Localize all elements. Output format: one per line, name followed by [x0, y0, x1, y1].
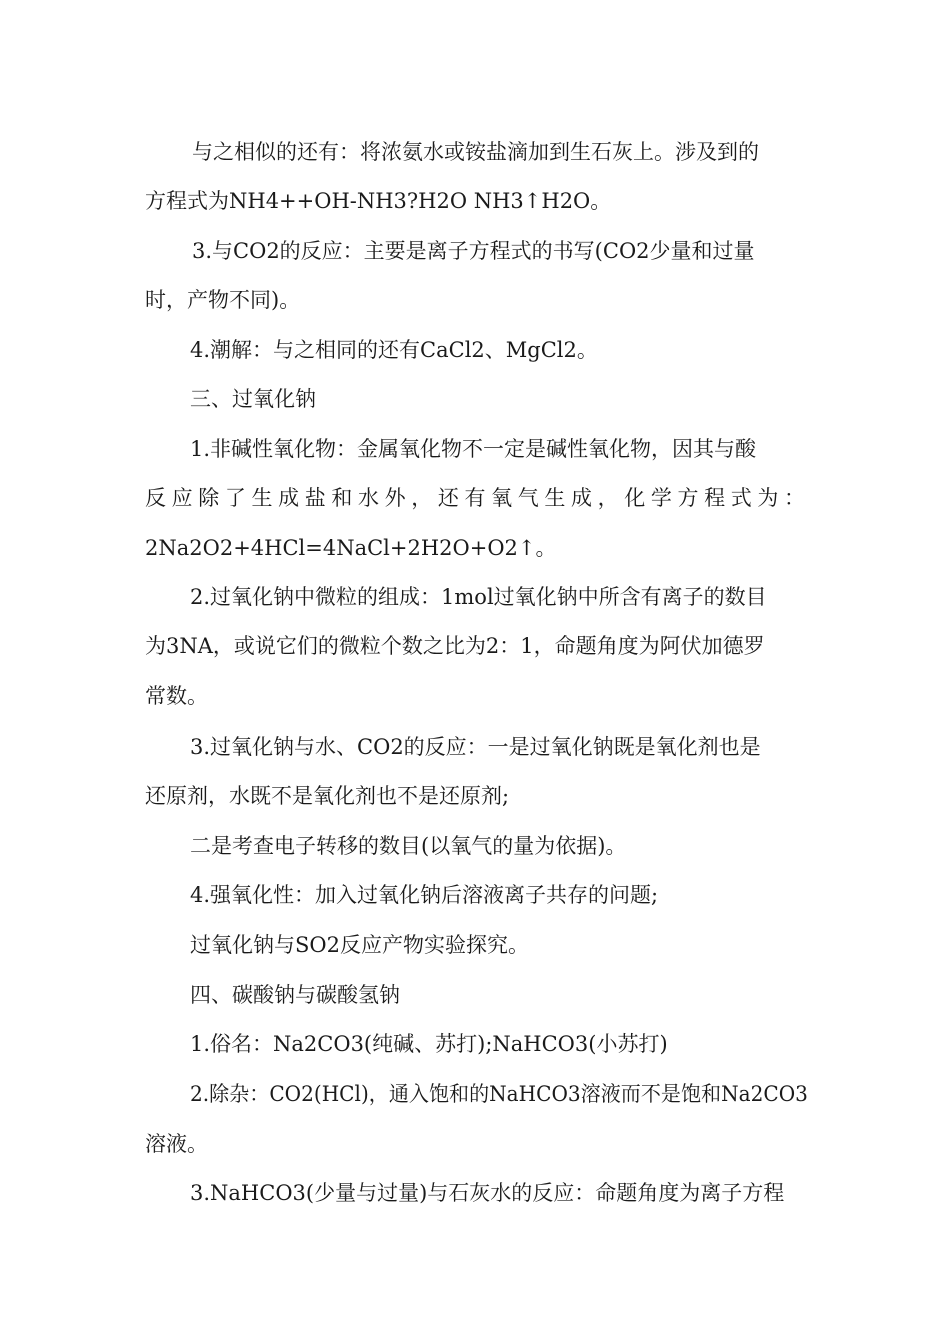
justified-char: 式	[730, 486, 752, 510]
text-line: 时，产物不同)。	[145, 288, 301, 312]
justified-char: 生	[544, 486, 566, 510]
justified-char: 为	[757, 486, 779, 510]
text-line: 为3NA，或说它们的微粒个数之比为2：1，命题角度为阿伏加德罗	[145, 634, 765, 658]
justified-char: 和	[331, 486, 353, 510]
justified-char: 气	[517, 486, 539, 510]
justified-char: 应	[171, 486, 193, 510]
justified-char: 了	[224, 486, 246, 510]
text-line: 3.过氧化钠与水、CO2的反应：一是过氧化钠既是氧化剂也是	[190, 735, 761, 759]
text-line: 2.除杂：CO2(HCl)，通入饱和的NaHCO3溶液而不是饱和Na2CO3	[190, 1082, 808, 1106]
text-line: 2Na2O2+4HCl=4NaCl+2H2O+O2↑。	[145, 536, 557, 560]
justified-char: 除	[198, 486, 220, 510]
justified-char: 反	[145, 486, 166, 510]
justified-char: 有	[464, 486, 486, 510]
justified-char: 成	[278, 486, 300, 510]
justified-char: ，	[597, 486, 619, 510]
justified-char: 成	[571, 486, 592, 510]
section-heading: 四、碳酸钠与碳酸氢钠	[190, 983, 400, 1007]
justified-char: 盐	[304, 486, 326, 510]
justified-char: 还	[437, 486, 459, 510]
text-line: 与之相似的还有：将浓氨水或铵盐滴加到生石灰上。涉及到的	[192, 140, 759, 164]
text-line: 还原剂，水既不是氧化剂也不是还原剂;	[145, 784, 510, 808]
text-line: 4.潮解：与之相同的还有CaCl2、MgCl2。	[190, 338, 598, 362]
justified-char: 生	[251, 486, 273, 510]
text-line: 1.非碱性氧化物：金属氧化物不一定是碱性氧化物，因其与酸	[190, 437, 757, 461]
justified-char: 外	[384, 486, 406, 510]
text-line: 过氧化钠与SO2反应产物实验探究。	[190, 933, 529, 957]
section-heading: 三、过氧化钠	[190, 387, 316, 411]
justified-char: 学	[650, 486, 672, 510]
justified-char: 氧	[491, 486, 513, 510]
justified-char: ：	[784, 486, 805, 510]
text-line: 3.与CO2的反应：主要是离子方程式的书写(CO2少量和过量	[192, 239, 755, 263]
justified-char: 化	[624, 486, 646, 510]
text-line-justified	[145, 485, 805, 511]
justified-char: 水	[358, 486, 379, 510]
text-line: 3.NaHCO3(少量与过量)与石灰水的反应：命题角度为离子方程	[190, 1181, 785, 1205]
justified-char: ，	[411, 486, 433, 510]
text-line: 二是考查电子转移的数目(以氧气的量为依据)。	[190, 834, 627, 858]
text-line: 常数。	[145, 684, 208, 708]
text-line: 2.过氧化钠中微粒的组成：1mol过氧化钠中所含有离子的数目	[190, 585, 767, 609]
justified-char: 程	[704, 486, 726, 510]
text-line: 溶液。	[145, 1132, 208, 1156]
text-line: 方程式为NH4++OH-NH3?H2O NH3↑H2O。	[145, 189, 612, 213]
justified-char: 方	[677, 486, 699, 510]
text-line: 1.俗名：Na2CO3(纯碱、苏打);NaHCO3(小苏打)	[190, 1032, 668, 1056]
text-line: 4.强氧化性：加入过氧化钠后溶液离子共存的问题;	[190, 883, 659, 907]
